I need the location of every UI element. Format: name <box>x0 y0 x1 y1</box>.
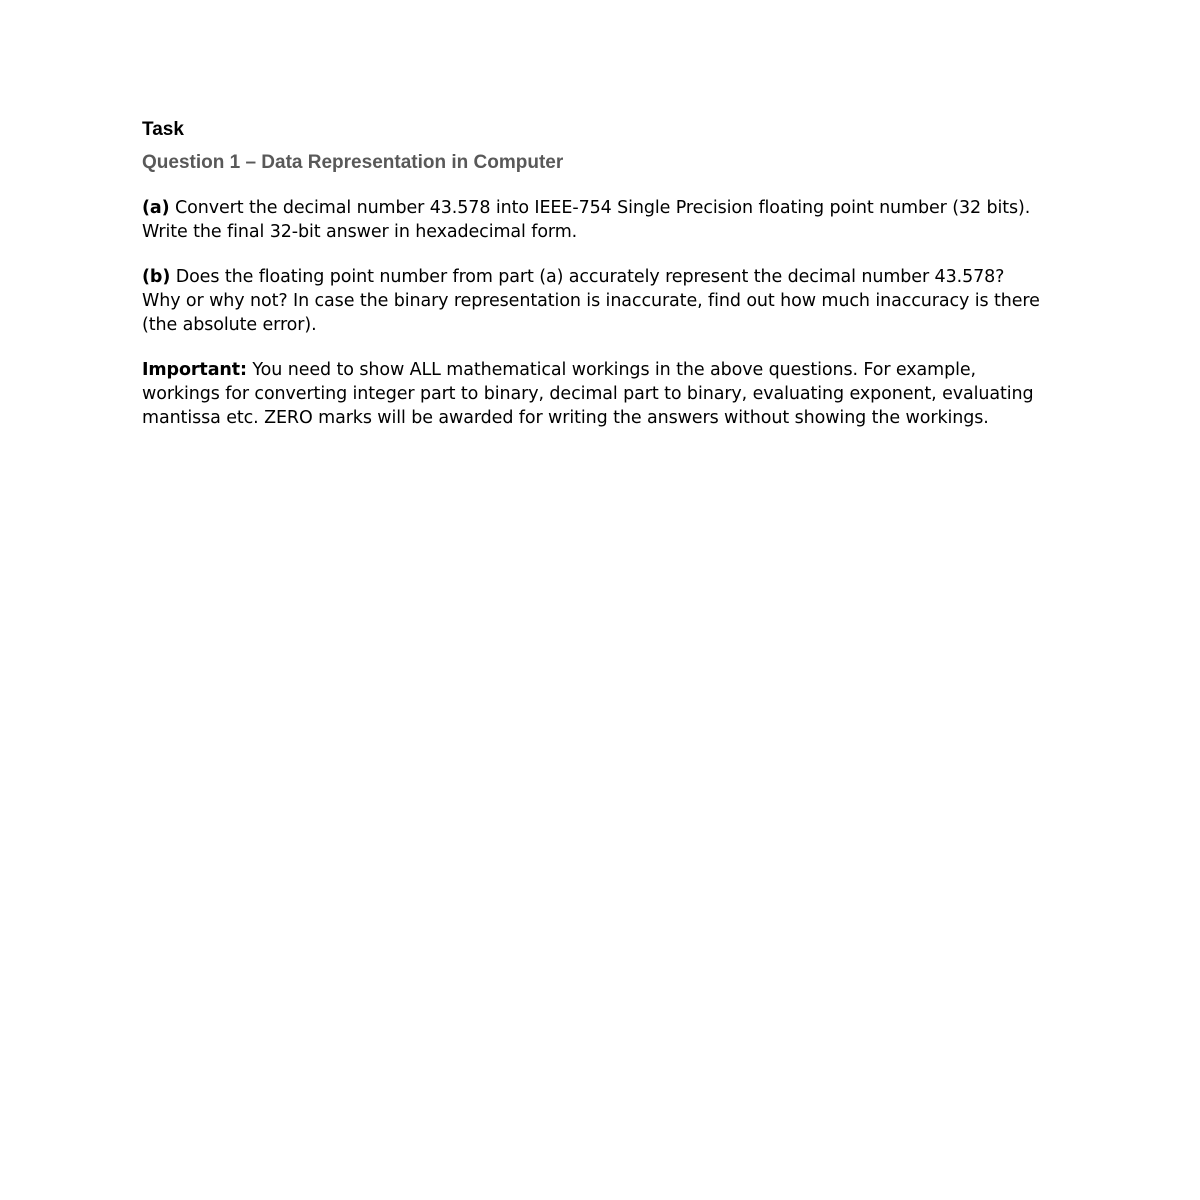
part-b-paragraph <box>142 265 1042 337</box>
part-a-label: (a) <box>142 198 170 218</box>
important-text: You need to show ALL mathematical workings in the above questions. For example, workings for converting integer part to binary, decimal part to binary, evaluating exponent, evaluating mantissa etc. ZERO marks will be awarded for writing the answers without showing the workings. <box>142 360 1034 428</box>
part-a-text: Convert the decimal number 43.578 into IEEE-754 Single Precision floating point number (32 bits). Write the final 32-bit answer in hexadecimal form. <box>142 198 1031 242</box>
part-b-label: (b) <box>142 267 171 287</box>
important-label: Important: <box>142 360 247 380</box>
document-body <box>142 116 1042 430</box>
part-b-text: Does the floating point number from part (a) accurately represent the decimal number 43.578? Why or why not? In case the binary representation is inaccurate, find out how much inaccuracy is there (the absolute error). <box>142 267 1040 335</box>
question-heading: Question 1 – Data Representation in Computer <box>142 152 564 173</box>
task-label: Task <box>142 119 184 140</box>
part-a-paragraph <box>142 196 1042 244</box>
important-paragraph <box>142 358 1042 430</box>
